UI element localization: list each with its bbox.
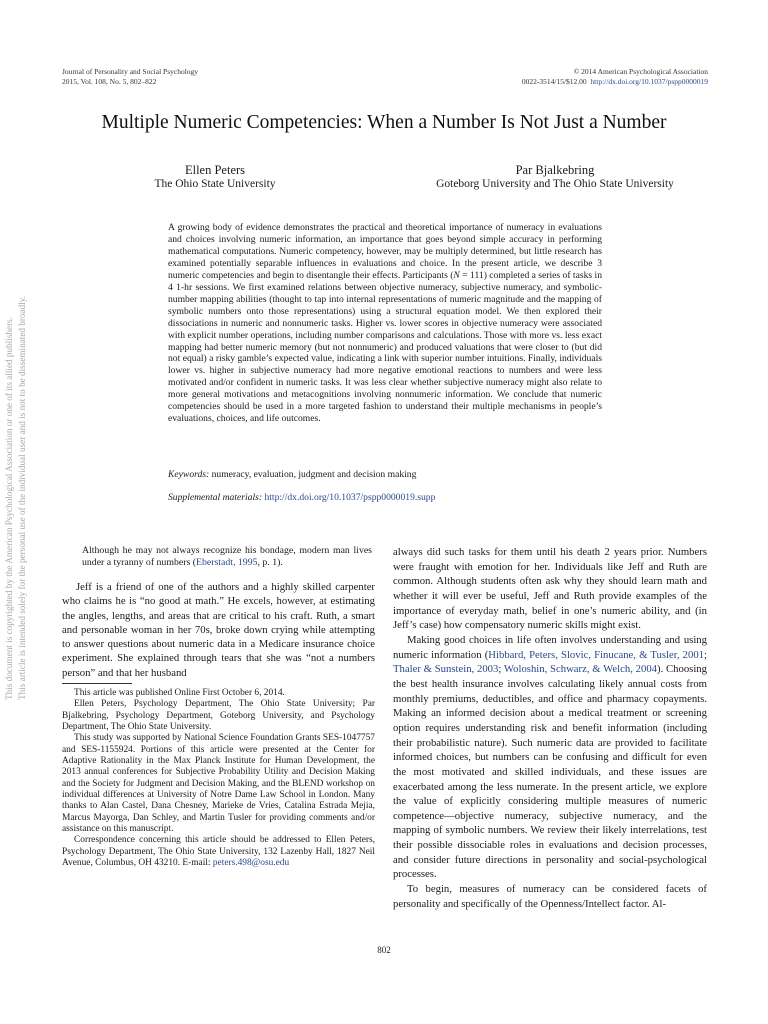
copyright-line: © 2014 American Psychological Association <box>573 67 708 76</box>
body-paragraph: Jeff is a friend of one of the authors and a highly skilled carpenter who claims he is “no good at math.” He excels, however, at estimating the angles, lengths, and areas that are critical to his craft. Ruth, a smart and personable woman in her 70s, broke down crying while attempting to answer questions about numeric data in a Medicare insurance choice experiment. She explained through tears that she was “not a numbers person” and that her husband <box>62 581 375 679</box>
footnote-funding: This study was supported by National Science Foundation Grants SES-1047757 and SES-1155924. Portions of this article were presented at the Center for Adaptive Rationality in the Max Planck Institute for Human Development, the 2013 annual conferences for Subjective Probability Utility and Decision Making and the Society for Judgment and Decision Making, and the BLEND workshop on individual differences at University of Notre Dame Law School in London. Many thanks to Alan Castel, Dana Chesney, Marieke de Vries, Catalina Estrada Mejia, Marcus Mayorga, Dan Schley, and Martin Tusler for providing comments and/or assistance on this manuscript. <box>62 733 375 835</box>
epigraph-tail: , p. 1). <box>257 557 283 568</box>
copyright-info <box>522 67 708 86</box>
citation-separator: ; <box>498 663 504 676</box>
page-number: 802 <box>377 945 391 955</box>
journal-info <box>62 67 198 86</box>
footnote-divider <box>62 683 132 684</box>
abstract-text-a: A growing body of evidence demonstrates the practical and theoretical importance of numeracy in evaluations and choices involving numeric information, an importance that goes beyond simple accuracy in performing mathematical computations. Numeric competency, however, may be multiply determined, but little research has examined potentially separable influences in evaluations and choice. In the present article, we describe 3 numeric competencies and begin to disentangle their effects. Participants ( <box>168 222 602 281</box>
supplemental-link[interactable]: http://dx.doi.org/10.1037/pspp0000019.supp <box>262 492 436 503</box>
keywords-label: Keywords: <box>168 469 210 480</box>
right-column-body <box>393 545 707 911</box>
body-paragraph: To begin, measures of numeracy can be considered facets of personality and specifically of the Openness/Intellect factor. Al- <box>393 883 707 910</box>
left-column-body <box>62 580 375 680</box>
citation-link[interactable]: Woloshin, Schwarz, & Welch, 2004 <box>503 663 658 676</box>
author-note <box>62 688 375 870</box>
footnote-affiliations: Ellen Peters, Psychology Department, The Ohio State University; Par Bjalkebring, Psychology Department, Goteborg University, and Psychology Department, The Ohio State University. <box>62 699 375 733</box>
author-name: Ellen Peters <box>184 163 246 177</box>
watermark-line: This article is intended solely for the personal use of the individual user and is not to be disseminated broadly. <box>17 295 27 700</box>
author-block-1 <box>130 163 300 191</box>
paragraph-text: Making good choices in life often involves understanding and using numeric information ( <box>393 633 707 661</box>
issn-price: 0022-3514/15/$12.00 <box>521 76 587 86</box>
abstract-text-b: = 111) completed a series of tasks in 4 1-hr sessions. We first examined relations between objective numeracy, subjective numeracy, and symbolic-number mapping abilities (thought to tap into internal representations of numeric magnitude and the mapping of symbolic numbers onto those representations) using a structural equation model. We then explored their dissociations in numeric and nonnumeric tasks. Higher vs. lower scores in objective numeracy were associated with explicit number operations, including number comparisons and calculations. Those with more vs. less exact mapping had better numeric memory (but not nonnumeric) and produced valuations that were closer to (but did not equal) a risky gamble’s expected value, indicating a link with superior number intuitions. Finally, individuals lower vs. higher in subjective numeracy had more negative emotional reactions to numbers and were less motivated and/or confident in numeric tasks. It was less clear whether subjective numeracy might also relate to more general motivations and metacognitions involving nonnumeric information. We conclude that numeric competencies should be used in a more targeted fashion to understand their multiple mechanisms in people’s evaluations, choices, and life outcomes. <box>168 269 602 425</box>
footnote-correspondence <box>62 835 375 869</box>
sample-size-symbol: N <box>453 269 460 281</box>
supplemental-label: Supplemental materials: <box>168 492 263 503</box>
citation-link[interactable]: Thaler & Sunstein, 2003 <box>393 663 499 676</box>
article-title: Multiple Numeric Competencies: When a Number Is Not Just a Number <box>101 112 667 133</box>
watermark-line: This document is copyrighted by the American Psychological Association or one of its allied publishers. <box>4 317 14 700</box>
supplemental-materials <box>168 492 602 503</box>
abstract <box>168 222 602 425</box>
issn-doi-line <box>522 77 708 87</box>
paragraph-text: ). Choosing the best health insurance involves calculating likely annual costs from monthly premiums, deductibles, and office and pharmacy copayments. Making an informed decision about a medical treatment or screening option requires understanding risk and benefit information (including their probabilistic nature). Such numeric data are provided to facilitate informed choices, but numbers can be confusing and difficult for even the most motivated and skilled individuals, and these issues are exacerbated among the less numerate. In the present article, we explore the value of explicitly considering multiple measures of numeric competence—objective numeracy, subjective numeracy, and the mapping of symbolic numbers. We review their likely interrelations, test their possible dissociable roles in evaluations and decision processes, and consider future directions in personality and social-psychological processes. <box>393 663 707 881</box>
doi-link[interactable]: http://dx.doi.org/10.1037/pspp0000019 <box>590 76 708 86</box>
journal-volume: 2015, Vol. 108, No. 5, 802–822 <box>62 76 157 86</box>
copyright-watermark <box>3 240 29 700</box>
email-link[interactable]: peters.498@osu.edu <box>212 858 290 869</box>
epigraph <box>82 545 372 569</box>
journal-name: Journal of Personality and Social Psychology <box>62 67 199 76</box>
author-block-2 <box>410 163 700 191</box>
citation-link[interactable]: Hibbard, Peters, Slovic, Finucane, & Tusler, 2001 <box>488 648 705 661</box>
author-affiliation: Goteborg University and The Ohio State University <box>436 178 674 190</box>
body-paragraph <box>393 633 707 882</box>
footnote-published: This article was published Online First October 6, 2014. <box>74 688 285 698</box>
author-affiliation: The Ohio State University <box>154 178 276 190</box>
citation-separator: ; <box>704 648 707 661</box>
keywords-text: numeracy, evaluation, judgment and decision making <box>209 469 417 480</box>
body-paragraph: always did such tasks for them until his death 2 years prior. Numbers were fraught with emotion for her. Individuals like Jeff and Ruth are common. Although students often ask why they should learn math and whether it will ever be useful, Jeff and Ruth provide examples of the importance of everyday math, belief in one’s numeric ability, and (in Jeff’s case) how compensatory numeric skills might exist. <box>393 546 707 632</box>
keywords <box>168 469 602 480</box>
author-name: Par Bjalkebring <box>515 163 595 177</box>
epigraph-citation[interactable]: Eberstadt, 1995 <box>196 557 258 568</box>
epigraph-text: Although he may not always recognize his bondage, modern man lives under a tyranny of numbers ( <box>82 545 372 568</box>
correspondence-text: Correspondence concerning this article should be addressed to Ellen Peters, Psychology Department, The Ohio State University, 132 Lazenby Hall, 1827 Neil Avenue, Columbus, OH 43210. E-mail: <box>62 835 375 869</box>
